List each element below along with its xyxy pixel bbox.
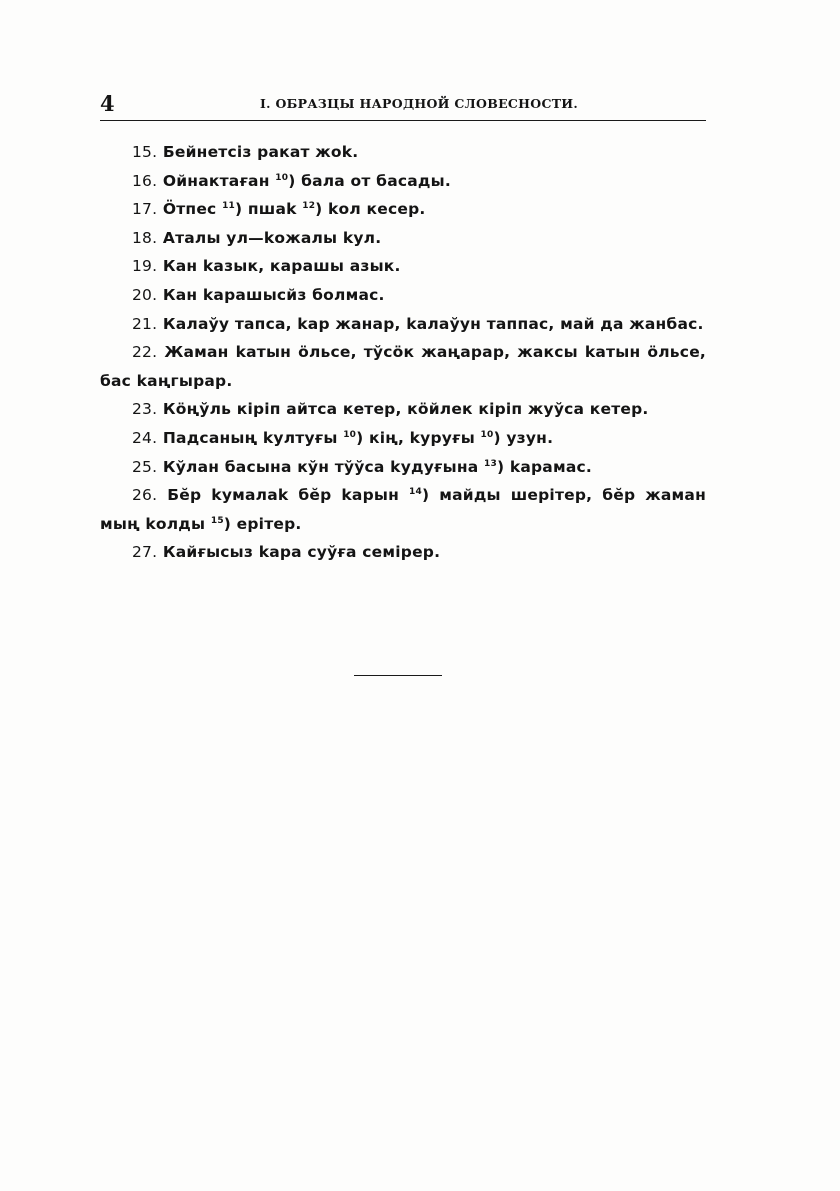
- proverb-number: 22.: [132, 343, 158, 362]
- proverb-24: [100, 424, 706, 453]
- footnote-ref: 15: [210, 515, 224, 526]
- running-title: I. ОБРАЗЦЫ НАРОДНОЙ СЛОВЕСНОСТИ.: [260, 96, 579, 111]
- proverb-number: 24.: [132, 428, 158, 447]
- proverb-text: ) бала от басады.: [288, 171, 451, 190]
- proverb-text: Жаман kатын öльсе, тўсöк жаңарар, жаксы kатын öльсе, бас kаңгырар.: [100, 343, 706, 390]
- proverb-text: Калаўу тапса, kар жанар, kалаўун таппас, май да жанбас.: [162, 314, 704, 333]
- proverb-text: Бӗр kумалаk бӗр kарын: [167, 486, 399, 505]
- proverb-15: [100, 138, 706, 167]
- footnote-ref: 13: [484, 458, 497, 469]
- proverb-number: 21.: [132, 314, 158, 333]
- proverb-list: [100, 138, 706, 567]
- page-header: [100, 92, 708, 118]
- proverb-text: ) kол кесер.: [315, 200, 426, 219]
- proverb-text: ) ерiтер.: [223, 514, 302, 533]
- header-rule: [100, 120, 706, 121]
- proverb-text: Падсаның kултуғы: [162, 428, 338, 447]
- proverb-26: [100, 481, 706, 538]
- proverb-text: Кöңўль кiрiп айтса кетер, кöйлек кiрiп жуўса кетер.: [162, 400, 649, 419]
- proverb-25: [100, 453, 706, 482]
- proverb-text: Бейнетсiз ракат жоk.: [162, 143, 359, 161]
- proverb-text: Кўлан басына кўн тўўса kудуғына: [162, 457, 479, 476]
- proverb-number: 18.: [132, 228, 158, 247]
- proverb-18: [100, 224, 706, 253]
- proverb-20: [100, 281, 706, 310]
- footnote-ref: 14: [409, 486, 422, 497]
- footnote-ref: 10: [275, 172, 289, 183]
- proverb-text: Кан kарашысйз болмас.: [162, 285, 385, 304]
- proverb-text: Öтпес: [162, 200, 217, 219]
- proverb-text: Кайғысыз kара суўға семiрер.: [162, 543, 441, 562]
- proverb-21: [100, 310, 706, 339]
- footnote-ref: 12: [302, 201, 316, 212]
- proverb-text: ) пшаk: [235, 200, 297, 219]
- footnote-ref: 10: [480, 429, 494, 440]
- footnote-ref: 11: [222, 201, 235, 212]
- page-number: 4: [100, 91, 115, 116]
- proverb-23: [100, 395, 706, 424]
- proverb-number: 16.: [132, 171, 158, 190]
- proverb-19: [100, 252, 706, 281]
- proverb-number: 25.: [132, 457, 158, 476]
- proverb-27: [100, 538, 706, 567]
- proverb-text: ) kарамас.: [496, 457, 592, 476]
- proverb-text: ) кiң, kуруғы: [356, 428, 475, 447]
- proverb-number: 15.: [132, 143, 158, 161]
- proverb-text: Кан kазык, карашы азык.: [162, 257, 401, 276]
- proverb-number: 17.: [132, 200, 158, 219]
- proverb-text: Аталы ул—kожалы kул.: [162, 228, 382, 247]
- footnote-ref: 10: [343, 429, 357, 440]
- proverb-number: 20.: [132, 285, 158, 304]
- proverb-text: Ойнактаған: [162, 171, 270, 190]
- proverb-16: [100, 167, 706, 196]
- proverb-number: 19.: [132, 257, 158, 276]
- proverb-number: 27.: [132, 543, 158, 562]
- proverb-text: ) узун.: [493, 428, 554, 447]
- proverb-22: [100, 338, 706, 395]
- proverb-number: 23.: [132, 400, 158, 419]
- proverb-text: ) майды шерiтер, бӗр жаман мың kолды: [100, 486, 706, 533]
- closing-rule: [354, 675, 442, 676]
- proverb-number: 26.: [132, 486, 158, 505]
- proverb-17: [100, 195, 706, 224]
